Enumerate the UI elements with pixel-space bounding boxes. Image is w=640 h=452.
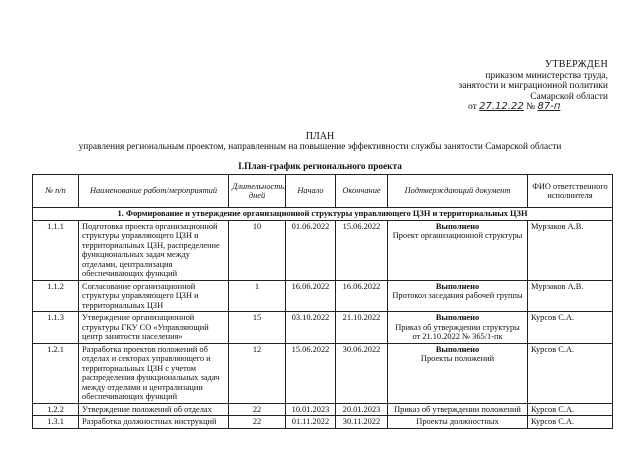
- header-name: Наименование работ/мероприятий: [79, 175, 229, 208]
- cell-duration: 10: [229, 220, 286, 280]
- section-title: I.План-график регионального проекта: [238, 162, 402, 172]
- group-title: 1. Формирование и утверждение организационной структуры управляющего ЦЗН и территориальных ЦЗН: [33, 208, 613, 221]
- status-text: Выполнено: [435, 344, 480, 354]
- cell-num: 1.1.2: [33, 280, 79, 312]
- cell-person: Курсов С.А.: [528, 403, 613, 416]
- cell-start: 03.10.2022: [286, 312, 336, 344]
- plan-subtitle: управления региональным проектом, направленным на повышение эффективности службы занятости Самарской области: [78, 142, 562, 152]
- handwritten-date: 27.12.22: [479, 101, 524, 112]
- cell-duration: 1: [229, 280, 286, 312]
- cell-start: 01.06.2022: [286, 220, 336, 280]
- header-start: Начало: [286, 175, 336, 208]
- cell-document: [388, 403, 528, 416]
- cell-start: 10.01.2023: [286, 403, 336, 416]
- cell-num: 1.1.1: [33, 220, 79, 280]
- table-row: [33, 403, 613, 416]
- approval-block: [424, 60, 608, 113]
- header-document: Подтверждающий документ: [388, 175, 528, 208]
- document-text: Проекты положений: [420, 354, 495, 363]
- cell-document: [388, 220, 528, 280]
- cell-person: Курсов С.А.: [528, 312, 613, 344]
- header-duration: Длительность, дней: [229, 175, 286, 208]
- status-text: Выполнено: [435, 281, 480, 291]
- cell-document: [388, 312, 528, 344]
- cell-name: Разработка должностных инструкций: [79, 416, 229, 429]
- cell-name: Утверждение положений об отделах: [79, 403, 229, 416]
- table-row: [33, 220, 613, 280]
- document-text: Проект организационной структуры: [392, 231, 523, 240]
- cell-end: 20.01.2023: [336, 403, 388, 416]
- cell-duration: 22: [229, 403, 286, 416]
- cell-end: 21.10.2022: [336, 312, 388, 344]
- cell-name: Согласование организационной структуры управляющего ЦЗН и территориальных ЦЗН: [79, 280, 229, 312]
- table-row: [33, 416, 613, 429]
- cell-document: [388, 416, 528, 429]
- cell-name: Подготовка проекта организационной структуры управляющего ЦЗН и территориальных ЦЗН, распределение функциональных задач между отделами, централизация обеспечивающих функций: [79, 220, 229, 280]
- cell-num: 1.3.1: [33, 416, 79, 429]
- table-header-row: [33, 175, 613, 208]
- cell-document: [388, 343, 528, 403]
- table-row: [33, 280, 613, 312]
- cell-num: 1.2.2: [33, 403, 79, 416]
- cell-num: 1.2.1: [33, 343, 79, 403]
- approval-line: Самарской области: [530, 91, 608, 102]
- approval-line: занятости и миграционной политики: [458, 81, 608, 91]
- header-person: ФИО ответственного исполнителя: [528, 175, 613, 208]
- document-text: Протокол заседания рабочей группы: [392, 291, 523, 300]
- plan-title: ПЛАН: [305, 131, 335, 142]
- table-row: [33, 343, 613, 403]
- approval-line: приказом министерства труда,: [485, 70, 608, 81]
- number-label: №: [526, 102, 536, 112]
- handwritten-number: 87-п: [537, 101, 561, 112]
- status-text: Выполнено: [435, 313, 480, 322]
- cell-duration: 12: [229, 343, 286, 403]
- document-text: Проекты должностных: [416, 417, 499, 426]
- cell-name: Утверждение организационной структуры ГКУ СО «Управляющий центр занятости населения»: [79, 312, 229, 344]
- document-text: Приказ об утверждении структуры от 21.10.2022 № 365/1-пк: [395, 322, 520, 341]
- cell-duration: 22: [229, 416, 286, 429]
- cell-num: 1.1.3: [33, 312, 79, 344]
- cell-person: Мурзаков А.В.: [528, 220, 613, 280]
- approval-title: УТВЕРЖДЕН: [545, 59, 608, 70]
- cell-end: 30.06.2022: [336, 343, 388, 403]
- status-text: Выполнено: [435, 221, 480, 231]
- table-row: [33, 312, 613, 344]
- header-end: Окончание: [336, 175, 388, 208]
- from-label: от: [468, 102, 477, 112]
- cell-document: [388, 280, 528, 312]
- header-num: № п/п: [33, 175, 79, 208]
- cell-start: 15.06.2022: [286, 343, 336, 403]
- cell-name: Разработка проектов положений об отделах и секторах управляющего и территориальных ЦЗН с учетом распределения функциональных задач между отделами и централизации обеспечивающих функций: [79, 343, 229, 403]
- group-row: [33, 208, 613, 221]
- document-text: Приказ об утверждении положений: [394, 404, 521, 414]
- cell-end: 30.11.2022: [336, 416, 388, 429]
- cell-person: Курсов С.А.: [528, 416, 613, 429]
- cell-end: 15.06.2022: [336, 220, 388, 280]
- cell-duration: 15: [229, 312, 286, 344]
- cell-person: Курсов С.А.: [528, 343, 613, 403]
- cell-start: 01.11.2022: [286, 416, 336, 429]
- cell-end: 16.06.2022: [336, 280, 388, 312]
- approval-date-number: [424, 102, 608, 113]
- cell-start: 16.06.2022: [286, 280, 336, 312]
- schedule-table: [32, 174, 613, 429]
- cell-person: Мурзаков А.В.: [528, 280, 613, 312]
